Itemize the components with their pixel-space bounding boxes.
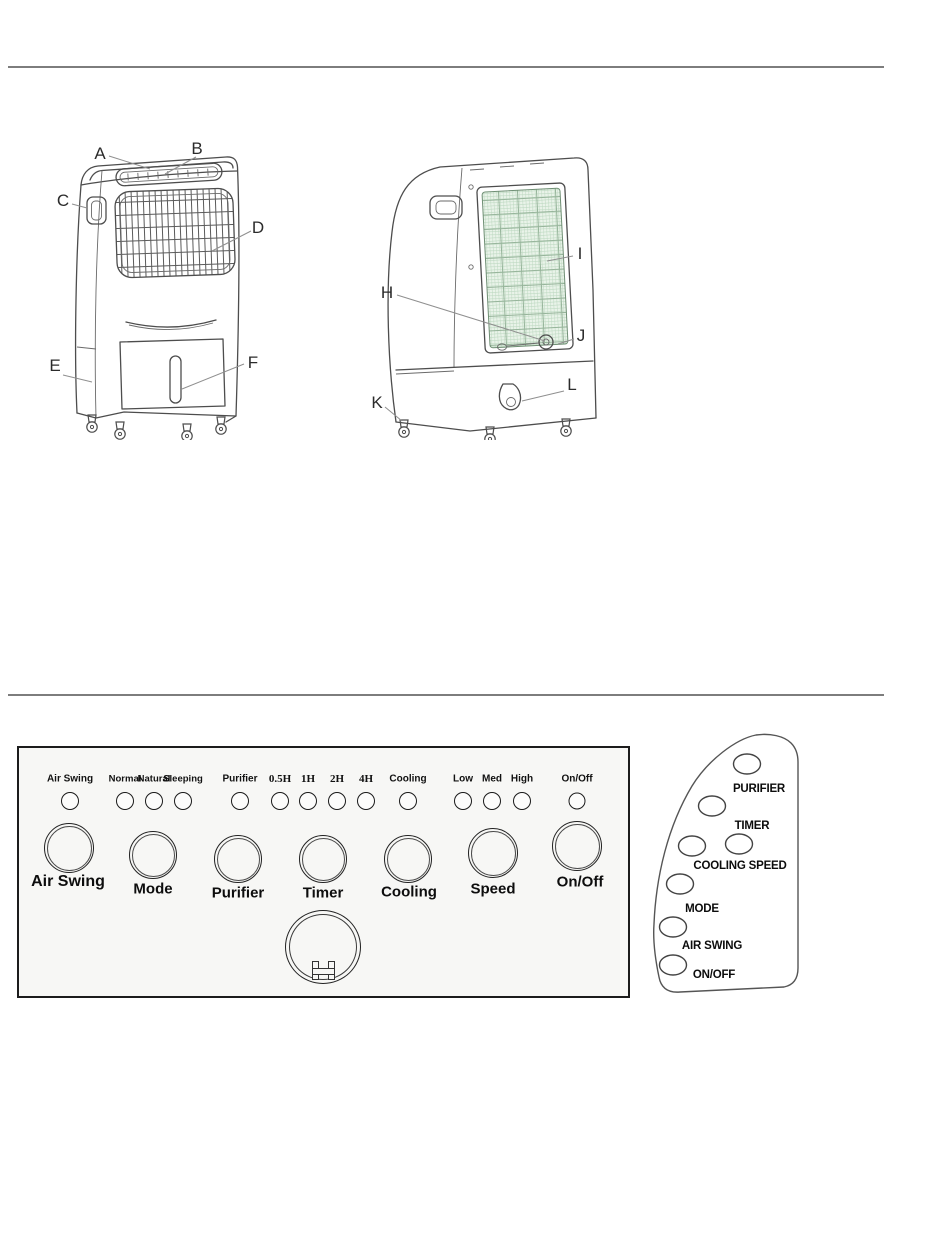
top-divider-line <box>8 66 884 68</box>
remote-timer-button <box>699 796 726 816</box>
purifier-button-label: Purifier <box>211 884 265 902</box>
cooler-front-view-illustration <box>30 135 310 440</box>
part-label-k: K <box>371 393 383 412</box>
part-label-i: I <box>577 244 583 263</box>
indicator-lamp-0-5h <box>271 792 289 810</box>
front-water-tank <box>120 339 225 409</box>
purifier-button <box>214 835 262 883</box>
panel-knob <box>285 910 361 984</box>
part-label-l: L <box>567 375 577 394</box>
speed-button <box>468 828 518 878</box>
air-swing-button-label: Air Swing <box>31 873 105 890</box>
indicator-label-2h: 2H <box>329 773 345 785</box>
indicator-lamp-natural <box>145 792 163 810</box>
indicator-label-high: High <box>510 773 534 785</box>
remote-mode-button <box>667 874 694 894</box>
remote-air-swing-button <box>660 917 687 937</box>
indicator-label-low: Low <box>453 773 473 785</box>
indicator-label-0-5h: 0.5H <box>268 773 292 785</box>
drain-plug <box>499 384 520 410</box>
part-label-h: H <box>380 283 394 302</box>
indicator-label-natural: Natural <box>137 773 171 785</box>
knob-detail-crossbar <box>312 968 335 975</box>
on-off-button-label: On/Off <box>556 873 604 891</box>
indicator-label-med: Med <box>482 773 502 785</box>
indicator-lamp-sleeping <box>174 792 192 810</box>
timer-button <box>299 835 347 883</box>
indicator-lamp-on-off <box>569 793 586 810</box>
remote-on-off-button <box>660 955 687 975</box>
remote-on-off-label: ON/OFF <box>692 969 736 981</box>
remote-cooling-button <box>679 836 706 856</box>
indicator-lamp-2h <box>328 792 346 810</box>
indicator-label-sleeping: Sleeping <box>163 773 203 785</box>
remote-speed-button <box>726 834 753 854</box>
middle-divider-line <box>8 694 884 696</box>
part-label-a: A <box>94 144 106 163</box>
control-panel-diagram <box>17 746 630 998</box>
remote-mode-label: MODE <box>685 903 719 915</box>
indicator-label-on-off: On/Off <box>561 773 593 785</box>
rear-filter <box>477 183 574 353</box>
part-label-f: F <box>247 353 259 372</box>
cooling-button <box>384 835 432 883</box>
speed-button-label: Speed <box>470 880 516 898</box>
indicator-label-4h: 4H <box>358 773 374 785</box>
cooling-button-label: Cooling <box>381 883 437 901</box>
front-casters <box>87 415 226 440</box>
indicator-lamp-normal <box>116 792 134 810</box>
part-label-b: B <box>191 139 203 158</box>
timer-button-label: Timer <box>302 884 344 902</box>
part-label-c: C <box>56 191 70 210</box>
mode-button-label: Mode <box>133 880 173 898</box>
cooler-back-view-illustration <box>350 140 630 440</box>
indicator-lamp-med <box>483 792 501 810</box>
remote-timer-label: TIMER <box>734 820 770 832</box>
part-label-e: E <box>49 356 61 375</box>
remote-control-diagram <box>648 728 800 996</box>
indicator-lamp-high <box>513 792 531 810</box>
indicator-label-normal: Normal <box>108 773 142 785</box>
indicator-lamp-cooling <box>399 792 417 810</box>
part-label-j: J <box>576 326 586 345</box>
remote-air-swing-label: AIR SWING <box>681 940 743 952</box>
front-carry-handle <box>87 197 106 224</box>
on-off-button <box>552 821 602 871</box>
back-carry-handle <box>430 196 462 219</box>
part-label-d: D <box>251 218 265 237</box>
water-level-window <box>170 356 181 403</box>
indicator-lamp-purifier <box>231 792 249 810</box>
front-grille <box>115 188 236 278</box>
mode-button <box>129 831 177 879</box>
air-swing-button <box>44 823 94 873</box>
remote-purifier-label: PURIFIER <box>732 783 786 795</box>
indicator-lamp-low <box>454 792 472 810</box>
front-air-intake-vent <box>126 320 216 330</box>
indicator-label-air-swing: Air Swing <box>46 773 94 785</box>
indicator-label-cooling: Cooling <box>389 773 427 785</box>
indicator-label-purifier: Purifier <box>222 773 258 785</box>
remote-cooling-speed-label: COOLING SPEED <box>693 860 787 872</box>
indicator-label-1h: 1H <box>300 773 316 785</box>
indicator-lamp-1h <box>299 792 317 810</box>
remote-purifier-button <box>734 754 761 774</box>
indicator-lamp-4h <box>357 792 375 810</box>
indicator-lamp-air-swing <box>61 792 79 810</box>
